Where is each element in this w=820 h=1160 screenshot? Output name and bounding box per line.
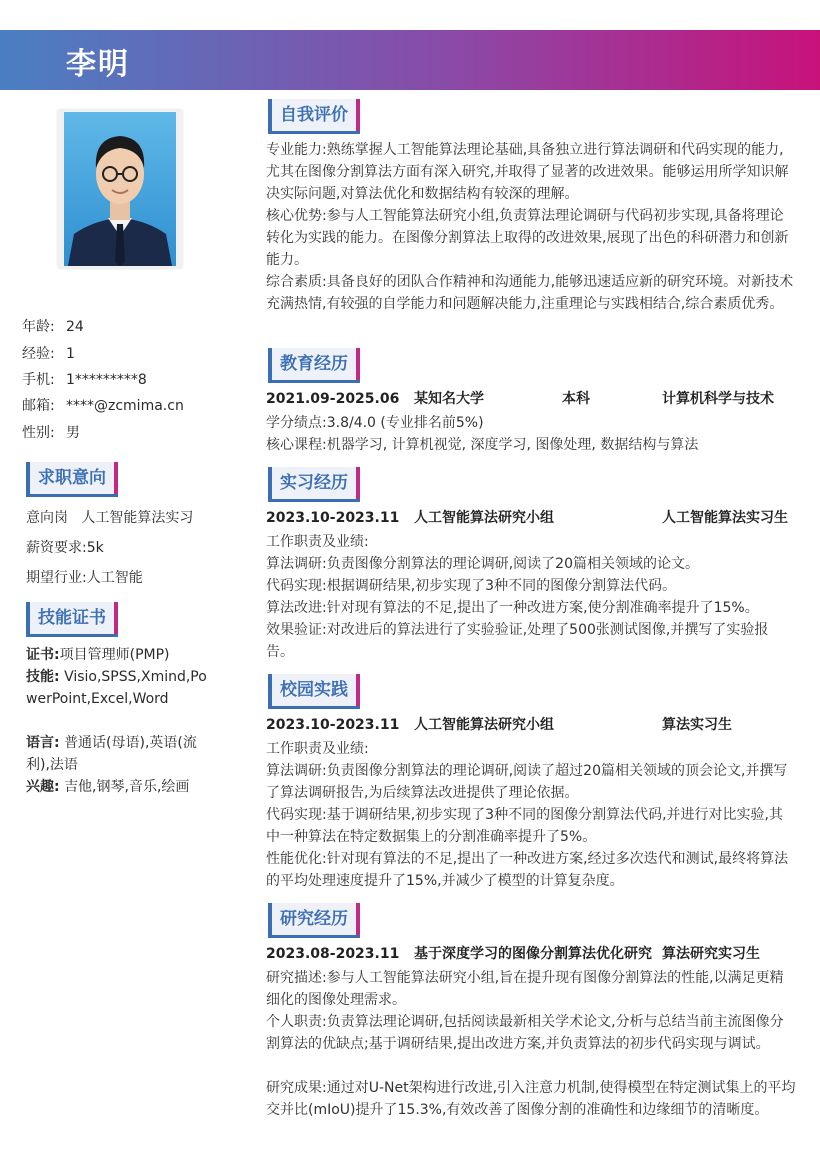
section-title-campus	[268, 674, 360, 706]
info-value: 1	[66, 346, 75, 362]
education-gpa: 学分绩点:3.8/4.0 (专业排名前5%)	[266, 415, 484, 431]
info-gender	[22, 422, 80, 444]
research-description: 研究描述:参与人工智能算法研究小组,旨在提升现有图像分割算法的性能,以满足更精细化的图像处理需求。	[266, 970, 784, 1008]
job-salary	[26, 537, 104, 559]
header-banner	[0, 30, 820, 90]
internship-item: 算法调研:负责图像分割算法的理论调研,阅读了20篇相关领域的论文。	[266, 556, 699, 572]
skill-cert	[26, 644, 216, 666]
info-value: 男	[66, 425, 80, 441]
section-title-job-intent	[26, 462, 118, 494]
info-experience	[22, 343, 75, 365]
education-degree: 本科	[562, 391, 590, 407]
info-value: 24	[66, 319, 84, 335]
section-title-self-eval	[268, 99, 360, 131]
research-date: 2023.08-2023.11	[266, 946, 400, 962]
campus-header	[266, 714, 796, 736]
self-eval-core: 核心优势:参与人工智能算法研究小组,负责算法理论调研与代码初步实现,具备将理论转化为实践的能力。在图像分割算法上取得的改进效果,展现了出色的科研潜力和创新能力。	[266, 208, 789, 268]
job-salary-value: 5k	[86, 540, 104, 556]
research-role: 算法研究实习生	[662, 946, 760, 962]
campus-item: 代码实现:基于调研结果,初步实现了3种不同的图像分割算法代码,并进行对比实验,其中一种算法在特定数据集上的分割准确率提升了5%。	[266, 807, 783, 845]
section-title-text: 实习经历	[280, 473, 348, 493]
skill-language-value: 普通话(母语),英语(流利),法语	[26, 735, 197, 773]
skill-hobby	[26, 776, 216, 798]
internship-duty: 工作职责及业绩:	[266, 534, 369, 550]
campus-duty: 工作职责及业绩:	[266, 741, 369, 757]
section-title-text: 自我评价	[280, 105, 348, 125]
section-title-research	[268, 903, 360, 935]
info-value: 1*********8	[66, 372, 147, 388]
info-phone	[22, 369, 147, 391]
job-industry	[26, 567, 143, 589]
self-eval-overall: 综合素质:具备良好的团队合作精神和沟通能力,能够迅速适应新的研究环境。对新技术充满热情,有较强的自学能力和问题解决能力,注重理论与实践相结合,综合素质优秀。	[266, 274, 794, 312]
job-industry-value: 人工智能	[86, 570, 143, 586]
skill-tools	[26, 666, 216, 710]
campus-date: 2023.10-2023.11	[266, 717, 400, 733]
section-title-skills	[26, 602, 118, 634]
info-email	[22, 395, 184, 417]
info-value: ****@zcmima.cn	[66, 398, 184, 414]
skill-language	[26, 732, 216, 776]
candidate-name: 李明	[66, 47, 130, 82]
skill-tools-label: 技能:	[26, 669, 60, 685]
education-header	[266, 388, 796, 410]
campus-item: 算法调研:负责图像分割算法的理论调研,阅读了超过20篇相关领域的顶会论文,并撰写了算法调研报告,为后续算法改进提供了理论依据。	[266, 763, 788, 801]
section-title-text: 研究经历	[280, 909, 348, 929]
info-label: 经验:	[22, 346, 55, 362]
research-project: 基于深度学习的图像分割算法优化研究	[414, 946, 652, 962]
section-title-education	[268, 348, 360, 380]
section-title-text: 求职意向	[38, 468, 106, 488]
info-label: 性别:	[22, 425, 55, 441]
campus-role: 算法实习生	[662, 717, 732, 733]
research-duties: 个人职责:负责算法理论调研,包括阅读最新相关学术论文,分析与总结当前主流图像分割算法的优缺点;基于调研结果,提出改进方案,并负责算法的初步代码实现与调试。	[266, 1014, 784, 1052]
skill-language-label: 语言:	[26, 735, 60, 751]
research-results: 研究成果:通过对U-Net架构进行改进,引入注意力机制,使得模型在特定测试集上的平均交并比(mIoU)提升了15.3%,有效改善了图像分割的准确性和边缘细节的清晰度。	[266, 1080, 796, 1118]
section-title-internship	[268, 467, 360, 499]
internship-item: 代码实现:根据调研结果,初步实现了3种不同的图像分割算法代码。	[266, 578, 677, 594]
internship-org: 人工智能算法研究小组	[414, 510, 554, 526]
profile-photo	[58, 110, 182, 268]
education-date: 2021.09-2025.06	[266, 391, 400, 407]
education-courses: 核心课程:机器学习, 计算机视觉, 深度学习, 图像处理, 数据结构与算法	[266, 437, 699, 453]
section-title-text: 技能证书	[38, 608, 106, 628]
job-position	[26, 507, 193, 529]
job-position-label: 意向岗	[26, 510, 68, 526]
internship-header	[266, 507, 796, 529]
skill-hobby-value: 吉他,钢琴,音乐,绘画	[64, 779, 190, 795]
info-age	[22, 316, 84, 338]
internship-date: 2023.10-2023.11	[266, 510, 400, 526]
skill-cert-value: 项目管理师(PMP)	[59, 647, 170, 663]
info-label: 年龄:	[22, 319, 55, 335]
info-label: 手机:	[22, 372, 55, 388]
section-title-text: 教育经历	[280, 354, 348, 374]
internship-item: 效果验证:对改进后的算法进行了实验验证,处理了500张测试图像,并撰写了实验报告。	[266, 622, 769, 660]
skill-cert-label: 证书:	[26, 647, 60, 663]
job-salary-label: 薪资要求:	[26, 540, 87, 556]
portrait-image	[64, 112, 176, 266]
education-major: 计算机科学与技术	[662, 391, 774, 407]
campus-item: 性能优化:针对现有算法的不足,提出了一种改进方案,经过多次迭代和测试,最终将算法的平均处理速度提升了15%,并减少了模型的计算复杂度。	[266, 851, 789, 889]
campus-org: 人工智能算法研究小组	[414, 717, 554, 733]
job-position-value: 人工智能算法实习	[81, 510, 194, 526]
research-header	[266, 943, 796, 965]
internship-role: 人工智能算法实习生	[662, 510, 788, 526]
education-school: 某知名大学	[414, 391, 484, 407]
section-title-text: 校园实践	[280, 680, 348, 700]
skill-hobby-label: 兴趣:	[26, 779, 60, 795]
skill-tools-value: Visio,SPSS,Xmind,PowerPoint,Excel,Word	[26, 669, 207, 707]
job-industry-label: 期望行业:	[26, 570, 87, 586]
info-label: 邮箱:	[22, 398, 55, 414]
self-eval-professional: 专业能力:熟练掌握人工智能算法理论基础,具备独立进行算法调研和代码实现的能力,尤其在图像分割算法方面有深入研究,并取得了显著的改进效果。能够运用所学知识解决实际问题,对算法优化和数据结构有较深的理解。	[266, 142, 789, 202]
internship-item: 算法改进:针对现有算法的不足,提出了一种改进方案,使分割准确率提升了15%。	[266, 600, 759, 616]
